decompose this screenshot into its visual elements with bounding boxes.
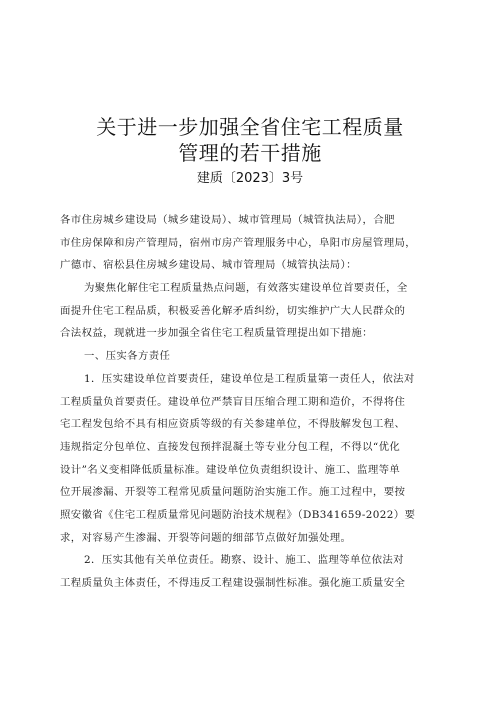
paragraph-line: 宅工程发包给不具有相应资质等级的有关参建单位，不得肢解发包工程、	[60, 418, 406, 431]
document-body	[60, 209, 442, 595]
section-heading: 一、压实各方责任	[84, 350, 171, 363]
paragraph-line: 位开展渗漏、开裂等工程常见质量问题防治实施工作。施工过程中，要按	[60, 486, 406, 499]
document-title-line-2: 管理的若干措施	[178, 141, 322, 165]
paragraph-line: 求，对容易产生渗漏、开裂等问题的细部节点做好加强处理。	[60, 531, 352, 544]
paragraph-line: 工程质量负首要责任。建设单位严禁盲目压缩合理工期和造价，不得将住	[60, 395, 406, 408]
paragraph-line: 工程质量负主体责任，不得违反工程建设强制性标准。强化施工质量安全	[60, 577, 406, 589]
paragraph-line: 设计”名义变相降低质量标准。建设单位负责组织设计、施工、监理等单	[60, 463, 401, 476]
recipient-line: 广德市、宿松县住房城乡建设局、城市管理局（城管执法局）：	[60, 259, 357, 272]
paragraph-line: 合法权益，现就进一步加强全省住宅工程质量管理提出如下措施：	[60, 327, 373, 340]
paragraph-line: 违规指定分包单位、直接发包预拌混凝土等专业分包工程，不得以“优化	[60, 440, 401, 453]
paragraph-line: 面提升住宅工程品质，积极妥善化解矛盾纠纷，切实维护广大人民群众的	[60, 304, 406, 317]
paragraph-line: 照安徽省《住宅工程质量常见问题防治技术规程》（DB341659-2022）要	[60, 508, 416, 521]
recipient-line: 市住房保障和房产管理局，宿州市房产管理服务中心，阜阳市房屋管理局，	[60, 236, 417, 249]
recipient-line: 各市住房城乡建设局（城乡建设局）、城市管理局（城管执法局），合肥	[60, 214, 395, 226]
paragraph-line: 为聚焦化解住宅工程质量热点问题，有效落实建设单位首要责任，全	[84, 282, 408, 295]
document-number: 建质〔2023〕3号	[196, 171, 304, 186]
document-title-line-1: 关于进一步加强全省住宅工程质量	[96, 115, 404, 139]
paragraph-line: 2．压实其他有关单位责任。勘察、设计、施工、监理等单位依法对	[84, 554, 404, 567]
paragraph-line: 1．压实建设单位首要责任，建设单位是工程质量第一责任人，依法对	[84, 372, 415, 385]
